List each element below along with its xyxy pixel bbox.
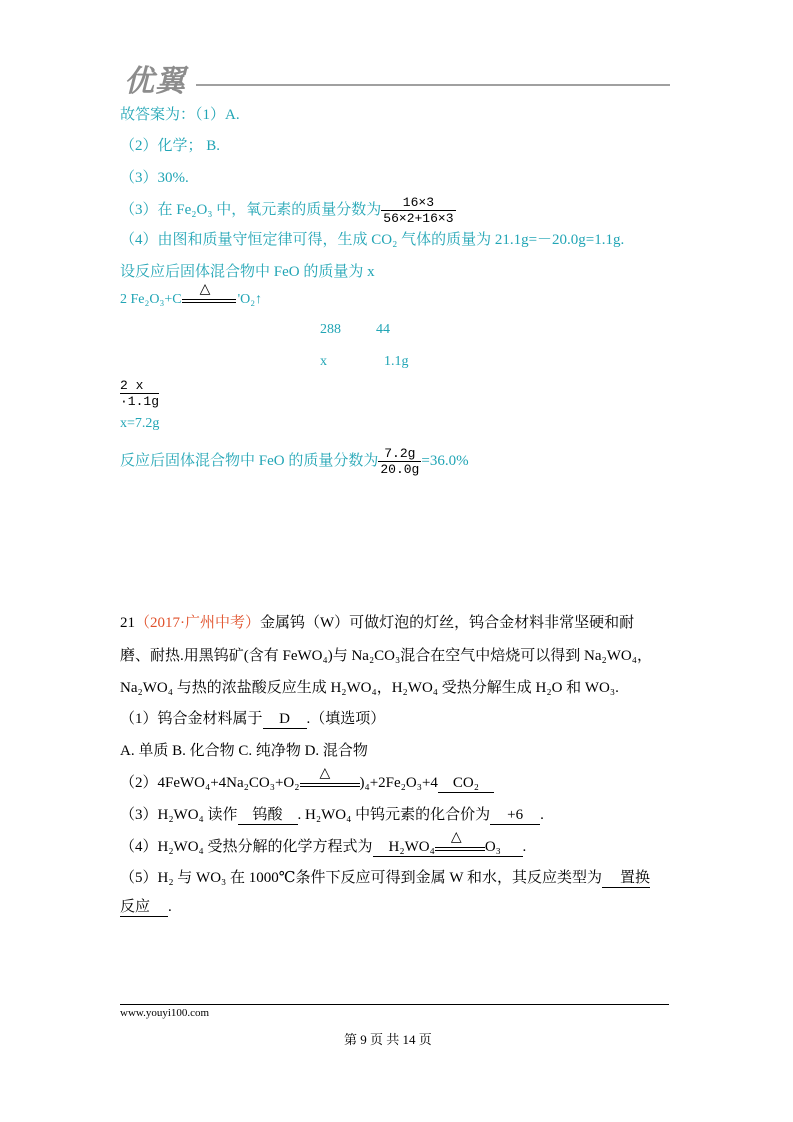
answer-blank-5-left: H₂WO₄ <box>388 839 435 855</box>
answer-blank-2: CO₂ <box>438 775 494 793</box>
feo-fraction-num: 7.2g <box>378 446 421 462</box>
feo-fraction-den: 20.0g <box>380 462 420 477</box>
sub-question-5 <box>120 866 650 888</box>
answer-line-3: （3）30%. <box>120 170 189 186</box>
answer-line-5: （4）由图和质量守恒定律可得，生成 CO₂ 气体的质量为 21.1g=－20.0g=1.1g. <box>120 232 625 248</box>
sub-question-1-text: （1）钨合金材料属于 <box>120 711 263 727</box>
heat-condition <box>182 281 238 307</box>
logo: 优翼 <box>124 64 186 99</box>
options-line: A. 单质 B. 化合物 C. 纯净物 D. 混合物 <box>120 743 368 759</box>
answer-blank-6-cont: 反应 <box>120 895 168 917</box>
answer-line-1: 故答案为：（1）A. <box>120 107 240 123</box>
sub-question-1 <box>120 707 385 729</box>
sub-question-2-mid: )₄+2Fe₂O₃+4 <box>359 775 438 791</box>
heat-condition-2 <box>300 765 360 791</box>
question-stem-1: 金属钨（W）可做灯泡的灯丝，钨合金材料非常坚硬和耐 <box>260 615 635 631</box>
answer-line-6: 设反应后固体混合物中 FeO 的质量为 x <box>120 264 375 280</box>
question-source: （2017·广州中考） <box>135 615 260 631</box>
answer-blank-4: +6 <box>490 807 540 825</box>
reaction-left: 2 Fe₂O₃+C <box>120 292 182 307</box>
question-stem-line-2: 磨、耐热.用黑钨矿(含有 FeWO₄)与 Na₂CO₃混合在空气中焙烧可以得到 Na₂WO₄， <box>120 648 652 664</box>
sub-question-2-text: （2）4FeWO₄+4Na₂CO₃+O₂ <box>120 775 300 791</box>
sub-question-3-suffix: . <box>540 807 544 823</box>
sub-question-5-text: （5）H₂ 与 WO₃ 在 1000℃条件下反应可得到金属 W 和水，其反应类型为 <box>120 870 602 886</box>
question-stem-line-1 <box>120 611 634 632</box>
sub-question-4-text: （4）H₂WO₄ 受热分解的化学方程式为 <box>120 839 373 855</box>
page-number: 第 9 页 共 14 页 <box>344 1032 432 1047</box>
sub-question-3-text: （3）H₂WO₄ 读作 <box>120 807 238 823</box>
answer-blank-5 <box>373 829 523 857</box>
sub-question-5-cont <box>120 895 172 917</box>
final-answer-text: 反应后固体混合物中 FeO 的质量分数为 <box>120 452 379 469</box>
ratio-1-1g: 1.1g <box>384 354 409 369</box>
sub-question-3 <box>120 803 544 825</box>
final-answer <box>120 446 469 477</box>
feo-fraction <box>378 446 421 477</box>
answer-line-2: （2）化学； B. <box>120 138 221 154</box>
question-number: 21 <box>120 615 135 631</box>
ratio-288: 288 <box>320 322 341 337</box>
answer-line-4 <box>120 195 456 226</box>
answer-blank-3: 钨酸 <box>238 803 298 825</box>
oxygen-fraction-den: 56×2+16×3 <box>383 211 454 226</box>
proportion-num: 2 x <box>120 378 159 394</box>
answer-blank-6: 置换 <box>602 866 650 888</box>
sub-question-5-suffix: . <box>168 899 172 915</box>
heat-symbol-2: △ <box>319 765 331 781</box>
footer-url[interactable]: www.youyi100.com <box>120 1007 210 1019</box>
answer-line-4-text: （3）在 Fe₂O₃ 中，氧元素的质量分数为 <box>120 201 382 218</box>
oxygen-fraction-num: 16×3 <box>381 195 455 211</box>
heat-symbol-3: △ <box>450 829 462 845</box>
heat-symbol: △ <box>199 281 211 297</box>
oxygen-fraction <box>381 195 455 226</box>
question-stem-line-3: Na₂WO₄ 与热的浓盐酸反应生成 H₂WO₄，H₂WO₄ 受热分解生成 H₂O 和 WO₃. <box>120 680 619 696</box>
sub-question-4 <box>120 829 527 857</box>
answer-blank-1: D <box>263 711 307 729</box>
proportion-den: ·1.1g <box>120 394 160 409</box>
answer-blank-5-right: O₃ <box>484 839 501 855</box>
final-answer-result: =36.0% <box>421 452 469 469</box>
footer-rule <box>120 1004 669 1005</box>
sub-question-4-suffix: . <box>522 839 527 855</box>
reaction-equation <box>120 281 263 308</box>
ratio-44: 44 <box>376 322 390 337</box>
heat-condition-3 <box>435 829 485 855</box>
proportion <box>120 378 159 409</box>
ratio-x: x <box>320 354 327 369</box>
header-rule <box>196 84 670 86</box>
result-x: x=7.2g <box>120 416 160 431</box>
sub-question-2 <box>120 765 494 793</box>
reaction-right: 'O₂↑ <box>237 292 263 307</box>
sub-question-3-mid: . H₂WO₄ 中钨元素的化合价为 <box>297 807 491 823</box>
sub-question-1-suffix: .（填选项） <box>306 711 386 727</box>
